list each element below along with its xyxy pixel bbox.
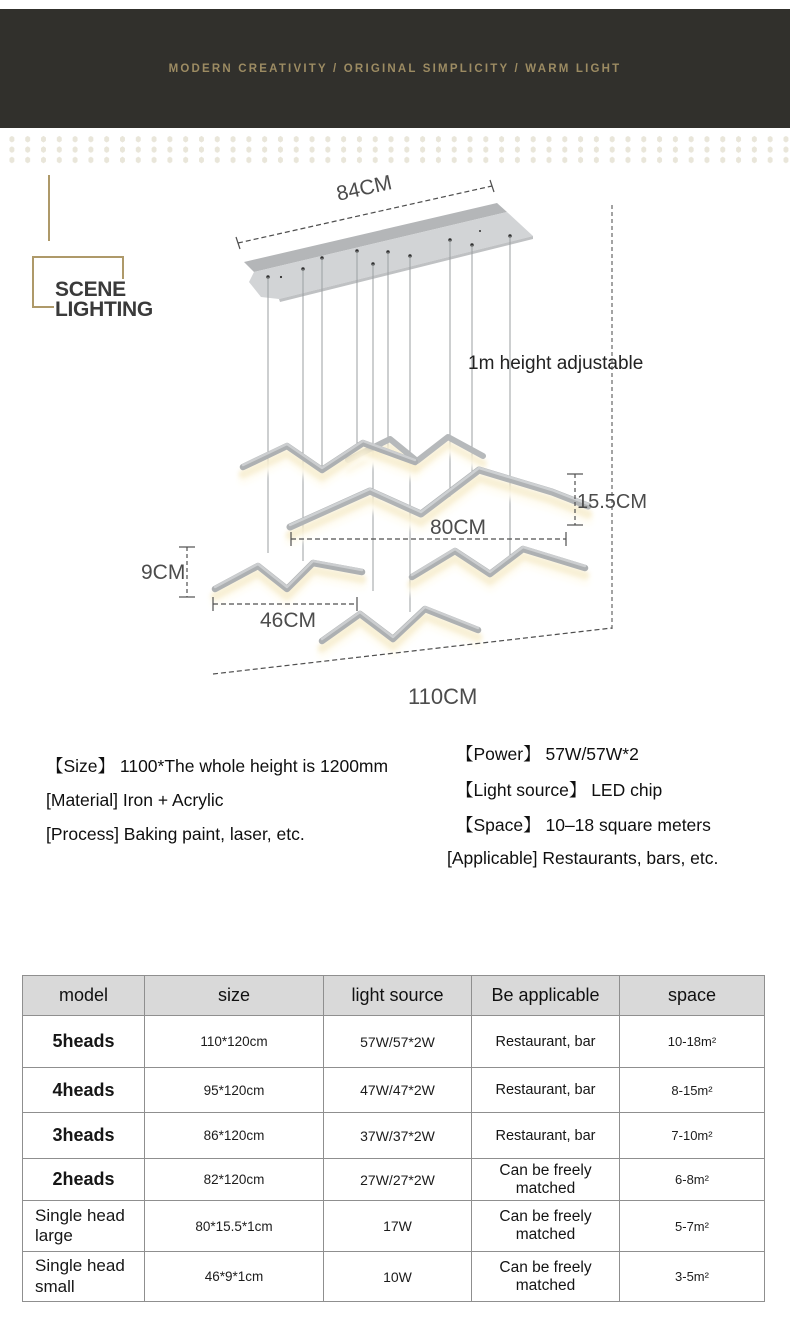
cell-lightsource: 37W/37*2W — [324, 1113, 472, 1159]
col-header-size: size — [145, 976, 324, 1016]
cell-lightsource: 10W — [324, 1252, 472, 1302]
spec-space: 【Space】 10–18 square meters — [456, 815, 711, 835]
cell-lightsource: 57W/57*2W — [324, 1016, 472, 1068]
scene-lighting-line1: SCENE — [55, 278, 126, 301]
spec-applicable: [Applicable] Restaurants, bars, etc. — [447, 848, 719, 868]
col-header-model: model — [23, 976, 145, 1016]
cell-applicable: Restaurant, bar — [472, 1113, 620, 1159]
cell-model: 5heads — [23, 1016, 145, 1068]
cell-applicable: Can be freely matched — [472, 1201, 620, 1252]
cell-space: 6-8m² — [620, 1159, 765, 1201]
cell-applicable: Restaurant, bar — [472, 1016, 620, 1068]
dim-panel-drop: 15.5CM — [577, 491, 648, 513]
cell-size: 80*15.5*1cm — [145, 1201, 324, 1252]
col-header-space: space — [620, 976, 765, 1016]
dim-overall-width: 110CM — [408, 684, 478, 709]
banner-tagline: MODERN CREATIVITY / ORIGINAL SIMPLICITY / WARM LIGHT — [168, 62, 622, 75]
dim-height-adjust: 1m height adjustable — [468, 353, 644, 374]
table-row — [23, 1113, 765, 1159]
lamp-drawing — [0, 165, 790, 740]
model-spec-table — [22, 975, 765, 1302]
cell-model: 4heads — [23, 1068, 145, 1113]
cell-size: 46*9*1cm — [145, 1252, 324, 1302]
spec-lightsource: 【Light source】 LED chip — [456, 780, 663, 800]
cell-size: 95*120cm — [145, 1068, 324, 1113]
cell-size: 86*120cm — [145, 1113, 324, 1159]
cell-model: 2heads — [23, 1159, 145, 1201]
cell-lightsource: 47W/47*2W — [324, 1068, 472, 1113]
cell-space: 8-15m² — [620, 1068, 765, 1113]
dim-small-width: 46CM — [260, 609, 317, 632]
cell-applicable: Can be freely matched — [472, 1159, 620, 1201]
cell-space: 7-10m² — [620, 1113, 765, 1159]
dim-panel-width: 80CM — [430, 516, 487, 539]
table-row — [23, 1068, 765, 1113]
cell-size: 110*120cm — [145, 1016, 324, 1068]
spec-material: [Material] Iron + Acrylic — [46, 790, 224, 810]
table-header-row — [23, 976, 765, 1016]
banner — [0, 9, 790, 128]
col-header-lightsource: light source — [324, 976, 472, 1016]
spec-size: 【Size】 1100*The whole height is 1200mm — [46, 756, 389, 776]
dim-canopy-width: 84CM — [334, 171, 395, 206]
table-row — [23, 1252, 765, 1302]
cell-model: Single head large — [23, 1201, 145, 1252]
cell-size: 82*120cm — [145, 1159, 324, 1201]
scene-lighting-line2: LIGHTING — [55, 298, 153, 321]
cell-lightsource: 17W — [324, 1201, 472, 1252]
cell-model: Single head small — [23, 1252, 145, 1302]
spec-process: [Process] Baking paint, laser, etc. — [46, 824, 305, 844]
cell-space: 3-5m² — [620, 1252, 765, 1302]
cell-lightsource: 27W/27*2W — [324, 1159, 472, 1201]
cell-applicable: Can be freely matched — [472, 1252, 620, 1302]
cell-applicable: Restaurant, bar — [472, 1068, 620, 1113]
dim-small-height: 9CM — [141, 561, 186, 584]
table-row — [23, 1016, 765, 1068]
dots-pattern — [0, 133, 790, 164]
col-header-applicable: Be applicable — [472, 976, 620, 1016]
table-row — [23, 1201, 765, 1252]
dimension-diagram — [0, 165, 790, 740]
table-row — [23, 1159, 765, 1201]
spec-power: 【Power】 57W/57W*2 — [456, 744, 639, 764]
cell-space: 5-7m² — [620, 1201, 765, 1252]
cell-model: 3heads — [23, 1113, 145, 1159]
cell-space: 10-18m² — [620, 1016, 765, 1068]
